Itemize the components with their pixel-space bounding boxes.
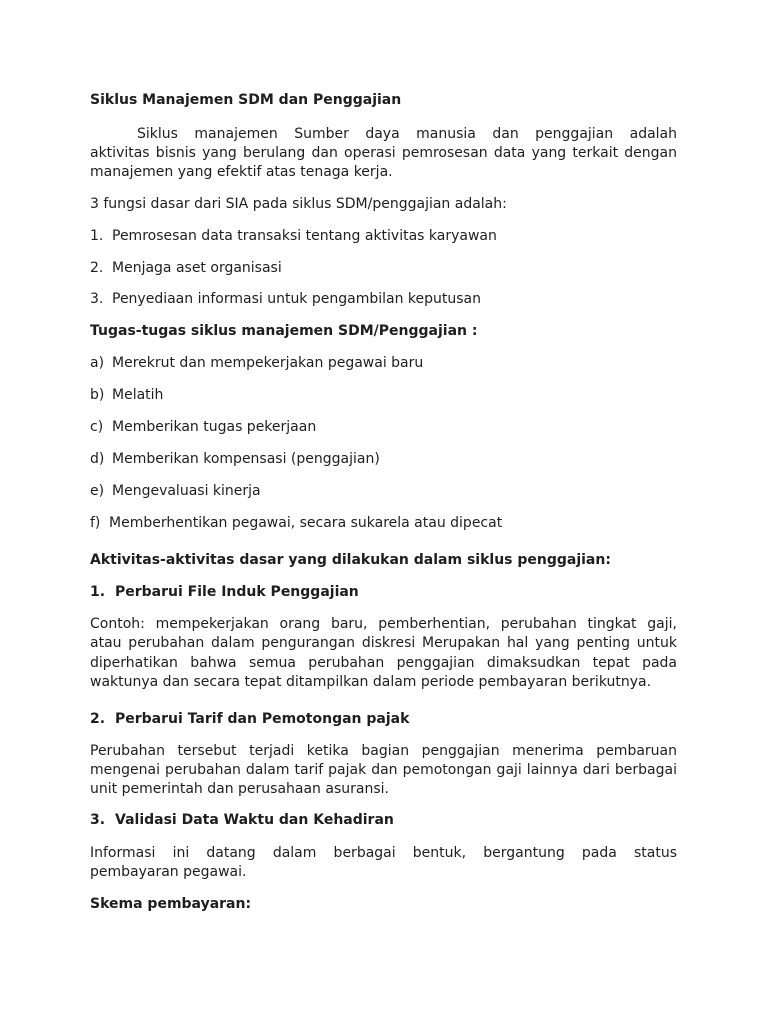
list-item: [90, 417, 316, 437]
intro-line: manajemen yang efektif atas tenaga kerja.: [90, 164, 393, 180]
functions-heading: 3 fungsi dasar dari SIA pada siklus SDM/penggajian adalah:: [90, 196, 507, 212]
activity-line: Informasi ini datang dalam berbagai bentuk, bergantung pada status: [90, 845, 677, 861]
list-item-text: Memberikan kompensasi (penggajian): [112, 451, 380, 467]
list-item: [90, 258, 282, 278]
list-item-text: Melatih: [112, 387, 164, 403]
activity-title-text: Perbarui File Induk Penggajian: [115, 584, 359, 600]
list-item-text: Mengevaluasi kinerja: [112, 483, 261, 499]
activity-line: Contoh: mempekerjakan orang baru, pemberhentian, perubahan tingkat gaji,: [90, 616, 677, 632]
tasks-heading: Tugas-tugas siklus manajemen SDM/Penggajian :: [90, 323, 478, 339]
document-title: Siklus Manajemen SDM dan Penggajian: [90, 92, 402, 108]
activity-line: unit pemerintah dan perusahaan asuransi.: [90, 781, 389, 797]
activity-line: Perubahan tersebut terjadi ketika bagian penggajian menerima pembaruan: [90, 743, 677, 759]
list-marker: d): [90, 451, 105, 467]
list-marker: e): [90, 483, 105, 499]
activity-line: diperhatikan bahwa semua perubahan penggajian dimaksudkan tepat pada: [90, 655, 677, 671]
list-item-text: Pemrosesan data transaksi tentang aktivitas karyawan: [112, 228, 497, 244]
list-marker: 2.: [90, 711, 106, 727]
list-marker: b): [90, 387, 105, 403]
list-item-text: Menjaga aset organisasi: [112, 260, 282, 276]
list-item: [90, 289, 481, 309]
activity-title: [90, 709, 409, 729]
list-marker: 3.: [90, 291, 104, 307]
activity-line: mengenai perubahan dalam tarif pajak dan pemotongan gaji lainnya dari berbagai: [90, 762, 677, 778]
list-marker: a): [90, 355, 105, 371]
list-marker: 2.: [90, 260, 104, 276]
list-item: [90, 481, 261, 501]
list-item-text: Memberikan tugas pekerjaan: [112, 419, 317, 435]
activity-line: pembayaran pegawai.: [90, 864, 247, 880]
list-item: [90, 449, 380, 469]
list-item-text: Penyediaan informasi untuk pengambilan keputusan: [112, 291, 482, 307]
list-marker: 1.: [90, 584, 106, 600]
list-item: [90, 353, 423, 373]
activity-title: [90, 810, 394, 830]
list-item: [90, 385, 163, 405]
activities-heading: Aktivitas-aktivitas dasar yang dilakukan dalam siklus penggajian:: [90, 552, 611, 568]
list-marker: 3.: [90, 812, 106, 828]
activity-title-text: Validasi Data Waktu dan Kehadiran: [115, 812, 394, 828]
list-item-text: Memberhentikan pegawai, secara sukarela atau dipecat: [109, 515, 503, 531]
list-item: [90, 513, 502, 533]
list-item-text: Merekrut dan mempekerjakan pegawai baru: [112, 355, 424, 371]
intro-line: aktivitas bisnis yang berulang dan operasi pemrosesan data yang terkait dengan: [90, 145, 677, 161]
activity-title: [90, 582, 359, 602]
scheme-heading: Skema pembayaran:: [90, 896, 252, 912]
intro-line: Siklus manajemen Sumber daya manusia dan penggajian adalah: [137, 126, 677, 142]
activity-title-text: Perbarui Tarif dan Pemotongan pajak: [115, 711, 410, 727]
list-marker: c): [90, 419, 104, 435]
activity-line: waktunya dan secara tepat ditampilkan dalam periode pembayaran berikutnya.: [90, 674, 652, 690]
list-marker: 1.: [90, 228, 104, 244]
activity-line: atau perubahan dalam pengurangan diskresi Merupakan hal yang penting untuk: [90, 635, 677, 651]
list-marker: f): [90, 515, 101, 531]
list-item: [90, 226, 497, 246]
